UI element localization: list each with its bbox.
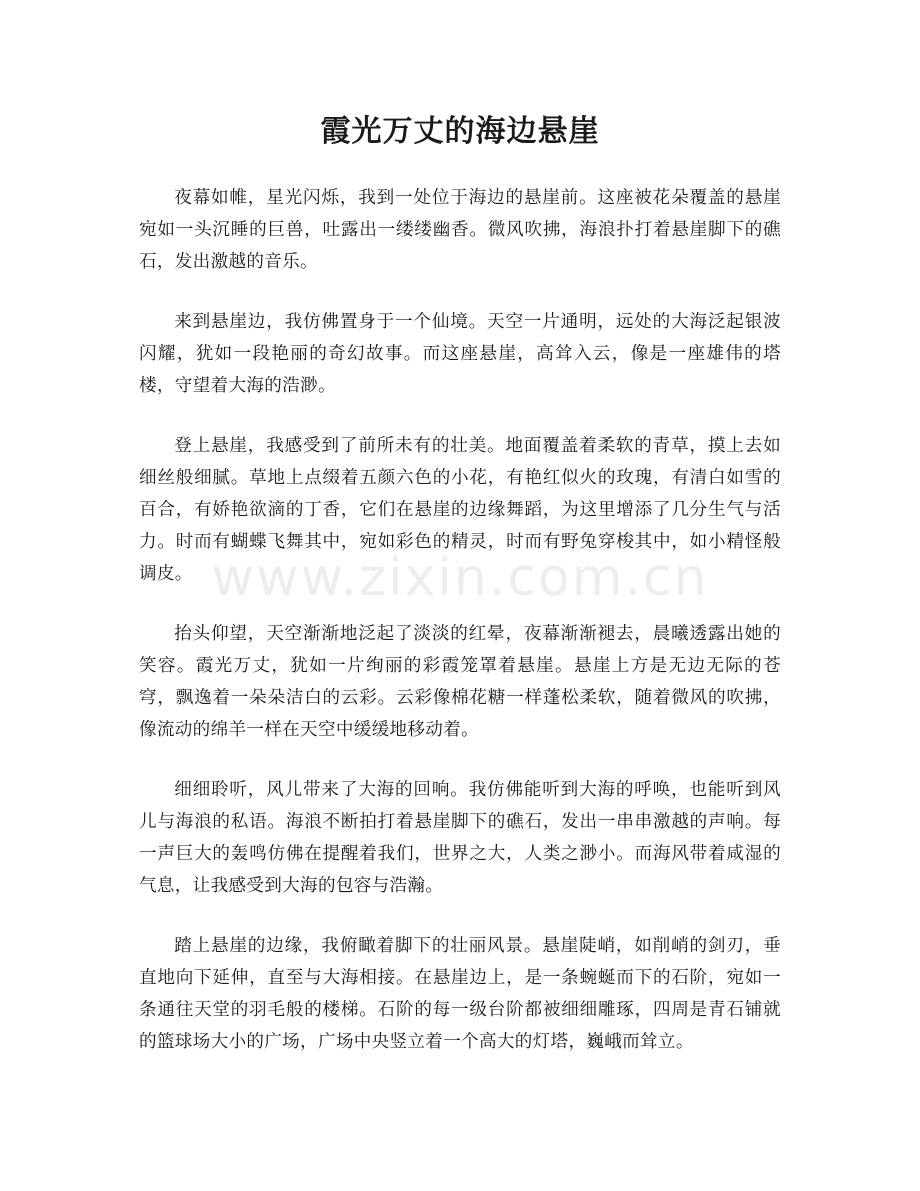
paragraph-4: 抬头仰望，天空渐渐地泛起了淡淡的红晕，夜幕渐渐褪去，晨曦透露出她的笑容。霞光万丈，犹如一片绚丽的彩霞笼罩着悬崖。悬崖上方是无边无际的苍穹，飘逸着一朵朵洁白的云彩。云彩像棉花糖一样蓬松柔软，随着微风的吹拂，像流动的绵羊一样在天空中缓缓地移动着。	[139, 624, 781, 740]
document-body	[139, 182, 781, 1086]
watermark: www.zixin.com.cn	[211, 548, 709, 608]
paragraph-6: 踏上悬崖的边缘，我俯瞰着脚下的壮丽风景。悬崖陡峭，如削峭的剑刃，垂直地向下延伸，直至与大海相接。在悬崖边上，是一条蜿蜒而下的石阶，宛如一条通往天堂的羽毛般的楼梯。石阶的每一级台阶都被细细雕琢，四周是青石铺就的篮球场大小的广场，广场中央竖立着一个高大的灯塔，巍峨而耸立。	[139, 936, 781, 1052]
document-title: 霞光万丈的海边悬崖	[320, 114, 600, 149]
paragraph-5: 细细聆听，风儿带来了大海的回响。我仿佛能听到大海的呼唤，也能听到风儿与海浪的私语。海浪不断拍打着悬崖脚下的礁石，发出一串串激越的声响。每一声巨大的轰鸣仿佛在提醒着我们，世界之大，人类之渺小。而海风带着咸湿的气息，让我感受到大海的包容与浩瀚。	[139, 780, 781, 896]
paragraph-3: 登上悬崖，我感受到了前所未有的壮美。地面覆盖着柔软的青草，摸上去如细丝般细腻。草地上点缀着五颜六色的小花，有艳红似火的玫瑰，有清白如雪的百合，有娇艳欲滴的丁香，它们在悬崖的边缘舞蹈，为这里增添了几分生气与活力。时而有蝴蝶飞舞其中，宛如彩色的精灵，时而有野兔穿梭其中，如小精怪般调皮。	[139, 436, 781, 584]
paragraph-2: 来到悬崖边，我仿佛置身于一个仙境。天空一片通明，远处的大海泛起银波闪耀，犹如一段艳丽的奇幻故事。而这座悬崖，高耸入云，像是一座雄伟的塔楼，守望着大海的浩渺。	[139, 312, 781, 396]
paragraph-1: 夜幕如帷，星光闪烁，我到一处位于海边的悬崖前。这座被花朵覆盖的悬崖宛如一头沉睡的巨兽，吐露出一缕缕幽香。微风吹拂，海浪扑打着悬崖脚下的礁石，发出激越的音乐。	[139, 188, 781, 272]
